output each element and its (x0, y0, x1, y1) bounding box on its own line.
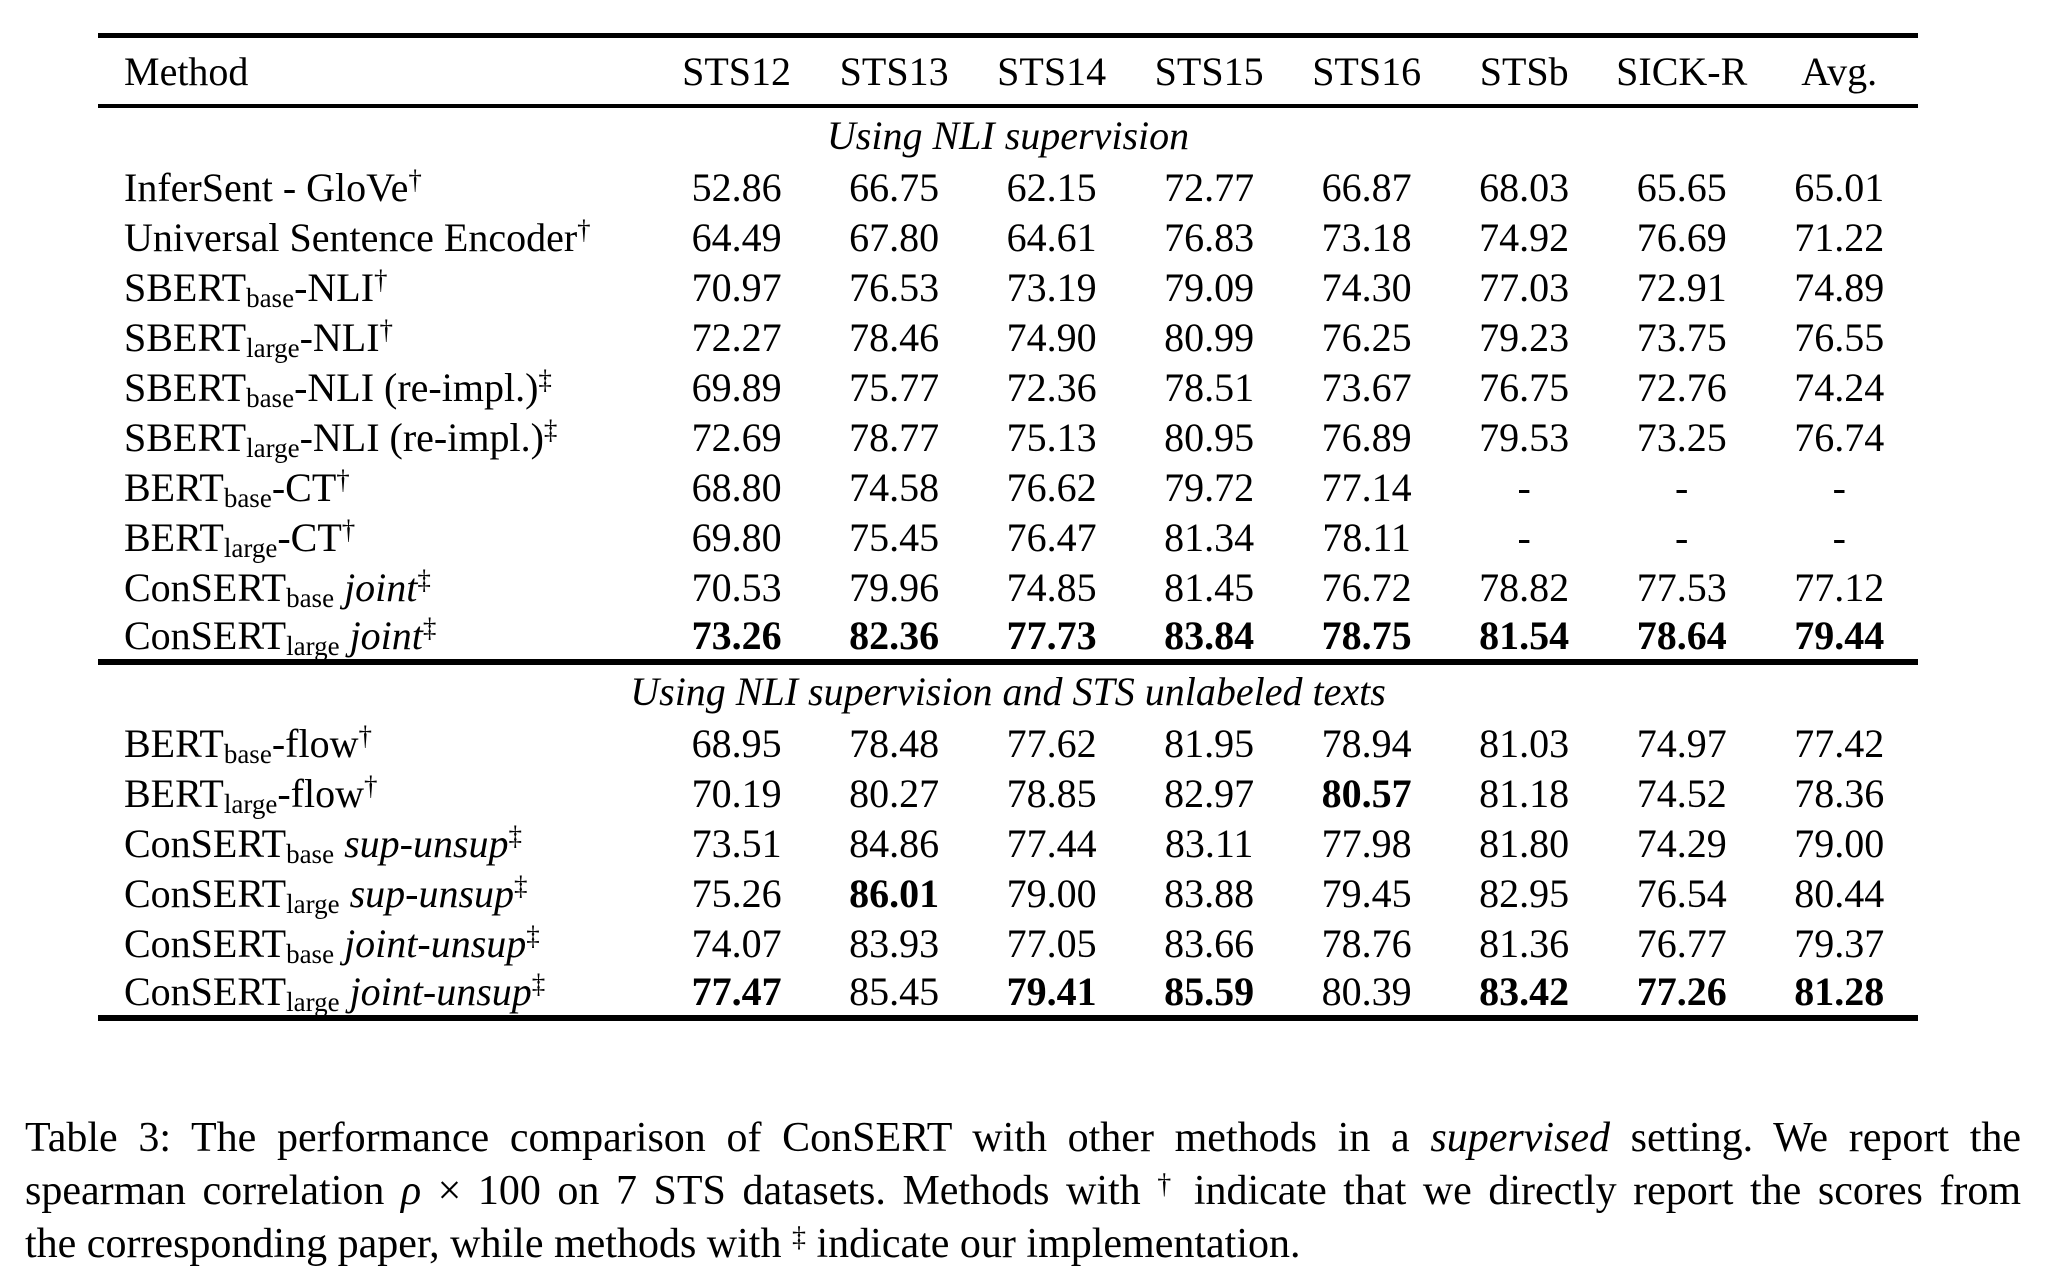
method-name-cell (98, 918, 658, 968)
score-cell: 74.97 (1636, 720, 1727, 766)
score-cell: 77.62 (1006, 720, 1097, 766)
score-cell: 78.82 (1479, 564, 1570, 610)
score-cell: 79.41 (1006, 969, 1097, 1014)
method-name: ConSERT (124, 870, 287, 916)
score-cell: 74.58 (849, 464, 940, 510)
score-cell: 72.36 (1006, 364, 1097, 410)
score-cell: 76.74 (1794, 414, 1885, 460)
score-cell: 74.07 (691, 920, 782, 966)
score-cell: 83.88 (1164, 870, 1255, 916)
score-cell: 86.01 (849, 870, 940, 916)
column-header: STS14 (997, 48, 1107, 94)
method-size-subscript: large (286, 986, 340, 1017)
score-cell: 81.18 (1479, 770, 1570, 816)
table-row (98, 362, 1918, 412)
source-marker-icon: † (408, 164, 422, 195)
score-cell: 76.72 (1321, 564, 1412, 610)
method-name: BERT (124, 464, 224, 510)
score-cell: 81.36 (1479, 920, 1570, 966)
method-variant-label: joint (339, 613, 423, 658)
method-name-cell (98, 412, 658, 462)
score-cell: 79.23 (1479, 314, 1570, 360)
table-row (98, 562, 1918, 612)
method-name: SBERT (124, 314, 247, 360)
score-cell: 69.89 (691, 364, 782, 410)
score-cell: 77.26 (1636, 969, 1727, 1014)
method-name-cell (98, 262, 658, 312)
method-name-cell (98, 162, 658, 212)
method-size-subscript: large (286, 888, 340, 919)
score-cell: 77.42 (1794, 720, 1885, 766)
column-header: STSb (1479, 48, 1569, 94)
score-cell: 79.00 (1006, 870, 1097, 916)
score-cell: 77.98 (1321, 820, 1412, 866)
method-name: SBERT (124, 414, 247, 460)
score-cell: 77.73 (1006, 613, 1097, 658)
caption-text: ρ (400, 1168, 422, 1214)
score-cell: 73.26 (691, 613, 782, 658)
score-cell: 77.12 (1794, 564, 1885, 610)
method-name-cell (98, 462, 658, 512)
method-name-suffix: -CT (277, 514, 342, 560)
caption-text: indicate our implementation. (805, 1221, 1301, 1267)
method-name-suffix: -NLI (re-impl.) (294, 364, 539, 410)
method-name-cell (98, 718, 658, 768)
section-header-row (98, 106, 1918, 162)
score-cell: 78.51 (1164, 364, 1255, 410)
caption-line (25, 1218, 2021, 1271)
score-cell: 73.25 (1636, 414, 1727, 460)
score-cell: 79.53 (1479, 414, 1570, 460)
method-name-suffix: -NLI (299, 314, 380, 360)
method-size-subscript: base (286, 938, 335, 969)
score-cell: 69.80 (691, 514, 782, 560)
score-cell: 79.09 (1164, 264, 1255, 310)
score-cell: 77.53 (1636, 564, 1727, 610)
source-marker-icon: ‡ (531, 968, 546, 999)
caption-text: setting. We report the (1609, 1115, 2022, 1161)
table-section (98, 662, 1918, 1018)
table-header (98, 36, 1918, 107)
source-marker-icon: † (341, 514, 356, 545)
source-marker-icon: † (379, 314, 394, 345)
method-name-cell (98, 312, 658, 362)
source-marker-icon: † (577, 214, 591, 245)
score-cell: 80.44 (1794, 870, 1885, 916)
score-cell: 85.45 (849, 969, 940, 1014)
score-cell: 52.86 (691, 164, 782, 210)
score-cell: 77.44 (1006, 820, 1097, 866)
source-marker-icon: † (374, 264, 388, 295)
score-cell: 65.65 (1636, 164, 1727, 210)
caption-text: spearman correlation (25, 1168, 401, 1214)
table-row (98, 612, 1918, 662)
score-cell: 81.45 (1164, 564, 1255, 610)
score-cell: 74.90 (1006, 314, 1097, 360)
score-cell: 82.95 (1479, 870, 1570, 916)
score-cell: 76.47 (1006, 514, 1097, 560)
score-cell: 75.26 (691, 870, 782, 916)
column-header: STS15 (1154, 48, 1264, 94)
score-cell: 73.19 (1006, 264, 1097, 310)
method-size-subscript: base (246, 382, 295, 413)
score-cell: 77.14 (1321, 464, 1412, 510)
score-cell: 76.83 (1164, 214, 1255, 260)
score-cell: 70.97 (691, 264, 782, 310)
score-cell: 74.52 (1636, 770, 1727, 816)
table-row (98, 918, 1918, 968)
score-cell: 83.66 (1164, 920, 1255, 966)
dagger-marker-icon: ‡ (791, 1221, 806, 1253)
score-cell: 75.45 (849, 514, 940, 560)
table-row (98, 212, 1918, 262)
caption-text: supervised (1430, 1115, 1610, 1161)
table-row (98, 968, 1918, 1018)
score-cell: 81.80 (1479, 820, 1570, 866)
results-table-container (98, 33, 1918, 1021)
method-variant-label: joint (334, 564, 418, 610)
score-cell: 78.75 (1321, 613, 1412, 658)
column-header: STS12 (682, 48, 792, 94)
method-name: ConSERT (124, 969, 287, 1014)
score-cell: 74.29 (1636, 820, 1727, 866)
method-name-cell (98, 968, 658, 1018)
score-cell: 76.89 (1321, 414, 1412, 460)
score-cell: 76.55 (1794, 314, 1885, 360)
score-cell: 74.89 (1794, 264, 1885, 310)
caption-line (25, 1112, 2021, 1165)
score-cell: 77.47 (691, 969, 782, 1014)
score-cell: 79.00 (1794, 820, 1885, 866)
method-name: SBERT (124, 364, 247, 410)
table-section (98, 106, 1918, 662)
method-name: Universal Sentence Encoder (124, 214, 578, 260)
source-marker-icon: ‡ (538, 364, 552, 395)
method-name-cell (98, 818, 658, 868)
score-cell: 67.80 (849, 214, 940, 260)
method-variant-label: sup-unsup (339, 870, 515, 916)
header-row (98, 36, 1918, 107)
method-size-subscript: base (223, 738, 272, 769)
caption-text: indicate that we directly report the scores from (1177, 1168, 2021, 1214)
table-row (98, 412, 1918, 462)
score-cell: 72.27 (691, 314, 782, 360)
column-header: Avg. (1801, 48, 1878, 94)
score-cell: - (1832, 464, 1846, 510)
score-cell: - (1832, 514, 1846, 560)
results-table (98, 33, 1918, 1021)
score-cell: 81.28 (1794, 969, 1885, 1014)
section-title: Using NLI supervision (826, 112, 1190, 158)
score-cell: 64.49 (691, 214, 782, 260)
score-cell: 78.64 (1636, 613, 1727, 658)
method-name: ConSERT (124, 820, 287, 866)
score-cell: 83.42 (1479, 969, 1570, 1014)
score-cell: 84.86 (849, 820, 940, 866)
method-size-subscript: large (223, 532, 278, 563)
score-cell: 82.36 (849, 613, 940, 658)
method-size-subscript: large (223, 788, 278, 819)
method-name-suffix: -CT (271, 464, 337, 510)
method-name: BERT (124, 514, 224, 560)
method-name: BERT (124, 720, 224, 766)
score-cell: 78.77 (849, 414, 940, 460)
score-cell: 66.87 (1321, 164, 1412, 210)
score-cell: 77.05 (1006, 920, 1097, 966)
score-cell: 72.91 (1636, 264, 1727, 310)
score-cell: 66.75 (849, 164, 940, 210)
method-size-subscript: large (286, 630, 340, 661)
caption-text: the corresponding paper, while methods with (25, 1221, 792, 1267)
table-row (98, 718, 1918, 768)
method-variant-label: joint-unsup (339, 969, 532, 1014)
method-size-subscript: large (246, 332, 300, 363)
method-size-subscript: base (246, 282, 295, 313)
score-cell: 75.77 (849, 364, 940, 410)
score-cell: 80.95 (1164, 414, 1255, 460)
score-cell: 78.76 (1321, 920, 1412, 966)
table-row (98, 818, 1918, 868)
score-cell: 64.61 (1006, 214, 1097, 260)
score-cell: 81.95 (1164, 720, 1255, 766)
score-cell: 76.77 (1636, 920, 1727, 966)
method-name-cell (98, 868, 658, 918)
score-cell: 76.69 (1636, 214, 1727, 260)
score-cell: 80.39 (1321, 969, 1412, 1014)
method-name-suffix: -flow (271, 720, 359, 766)
score-cell: - (1517, 464, 1531, 510)
score-cell: 68.03 (1479, 164, 1570, 210)
table-caption (25, 1112, 2021, 1271)
score-cell: 68.80 (691, 464, 782, 510)
score-cell: 74.30 (1321, 264, 1412, 310)
method-name-cell (98, 768, 658, 818)
source-marker-icon: ‡ (508, 820, 523, 851)
method-name: ConSERT (124, 920, 287, 966)
table-row (98, 312, 1918, 362)
source-marker-icon: ‡ (417, 564, 431, 595)
column-header: STS13 (839, 48, 949, 94)
score-cell: 78.36 (1794, 770, 1885, 816)
column-header-method: Method (124, 48, 249, 94)
method-size-subscript: base (286, 582, 335, 613)
method-size-subscript: large (246, 432, 300, 463)
score-cell: 73.67 (1321, 364, 1412, 410)
score-cell: 76.54 (1636, 870, 1727, 916)
score-cell: 79.72 (1164, 464, 1255, 510)
score-cell: 80.27 (849, 770, 940, 816)
table-row (98, 868, 1918, 918)
method-name-cell (98, 362, 658, 412)
score-cell: 78.46 (849, 314, 940, 360)
source-marker-icon: † (363, 770, 378, 801)
table-row (98, 262, 1918, 312)
score-cell: 72.69 (691, 414, 782, 460)
score-cell: 65.01 (1794, 164, 1885, 210)
column-header: STS16 (1312, 48, 1422, 94)
score-cell: - (1675, 514, 1689, 560)
section-title: Using NLI supervision and STS unlabeled texts (630, 669, 1386, 714)
caption-text: × 100 on 7 STS datasets. Methods with (421, 1168, 1158, 1214)
method-name: BERT (124, 770, 224, 816)
table-row (98, 768, 1918, 818)
score-cell: 72.76 (1636, 364, 1727, 410)
score-cell: 79.96 (849, 564, 940, 610)
score-cell: 81.34 (1164, 514, 1255, 560)
method-name-cell (98, 512, 658, 562)
score-cell: 81.54 (1479, 613, 1570, 658)
column-header: SICK-R (1616, 48, 1748, 94)
score-cell: 77.03 (1479, 264, 1570, 310)
method-size-subscript: base (286, 838, 335, 869)
score-cell: 62.15 (1006, 164, 1097, 210)
score-cell: 76.25 (1321, 314, 1412, 360)
section-header-row (98, 662, 1918, 718)
method-name-suffix: -NLI (294, 264, 375, 310)
score-cell: 79.44 (1794, 613, 1885, 658)
table-row (98, 512, 1918, 562)
score-cell: - (1675, 464, 1689, 510)
source-marker-icon: ‡ (514, 870, 528, 901)
source-marker-icon: ‡ (422, 612, 437, 643)
score-cell: 80.99 (1164, 314, 1255, 360)
score-cell: 74.24 (1794, 364, 1885, 410)
source-marker-icon: ‡ (526, 920, 540, 951)
table-row (98, 162, 1918, 212)
score-cell: 73.75 (1636, 314, 1727, 360)
method-name-suffix: -NLI (re-impl.) (299, 414, 544, 460)
score-cell: 71.22 (1794, 214, 1885, 260)
score-cell: 68.95 (691, 720, 782, 766)
score-cell: - (1517, 514, 1531, 560)
score-cell: 74.92 (1479, 214, 1570, 260)
score-cell: 83.11 (1164, 820, 1254, 866)
table-row (98, 462, 1918, 512)
score-cell: 79.45 (1321, 870, 1412, 916)
score-cell: 74.85 (1006, 564, 1097, 610)
method-size-subscript: base (223, 482, 272, 513)
score-cell: 72.77 (1164, 164, 1255, 210)
score-cell: 83.84 (1164, 613, 1255, 658)
score-cell: 76.75 (1479, 364, 1570, 410)
caption-line (25, 1165, 2021, 1218)
score-cell: 73.51 (691, 820, 782, 866)
score-cell: 82.97 (1164, 770, 1255, 816)
source-marker-icon: ‡ (543, 414, 558, 445)
score-cell: 70.53 (691, 564, 782, 610)
method-name: ConSERT (124, 613, 287, 658)
score-cell: 83.93 (849, 920, 940, 966)
method-name-suffix: -flow (277, 770, 364, 816)
score-cell: 75.13 (1006, 414, 1097, 460)
score-cell: 78.94 (1321, 720, 1412, 766)
method-variant-label: joint-unsup (334, 920, 527, 966)
score-cell: 76.62 (1006, 464, 1097, 510)
method-name-cell (98, 212, 658, 262)
method-variant-label: sup-unsup (334, 820, 509, 866)
method-name: SBERT (124, 264, 247, 310)
method-name: ConSERT (124, 564, 287, 610)
score-cell: 78.48 (849, 720, 940, 766)
score-cell: 81.03 (1479, 720, 1570, 766)
source-marker-icon: † (336, 464, 350, 495)
score-cell: 78.11 (1322, 514, 1411, 560)
score-cell: 76.53 (849, 264, 940, 310)
caption-text: Table 3: The performance comparison of ConSERT with other methods in a (25, 1115, 1431, 1161)
score-cell: 73.18 (1321, 214, 1412, 260)
score-cell: 79.37 (1794, 920, 1885, 966)
dagger-marker-icon: † (1157, 1168, 1178, 1200)
score-cell: 78.85 (1006, 770, 1097, 816)
method-name-cell (98, 562, 658, 612)
method-name: InferSent - GloVe (124, 164, 409, 210)
score-cell: 80.57 (1321, 770, 1412, 816)
score-cell: 70.19 (691, 770, 782, 816)
score-cell: 85.59 (1164, 969, 1255, 1014)
source-marker-icon: † (358, 720, 372, 751)
method-name-cell (98, 612, 658, 662)
